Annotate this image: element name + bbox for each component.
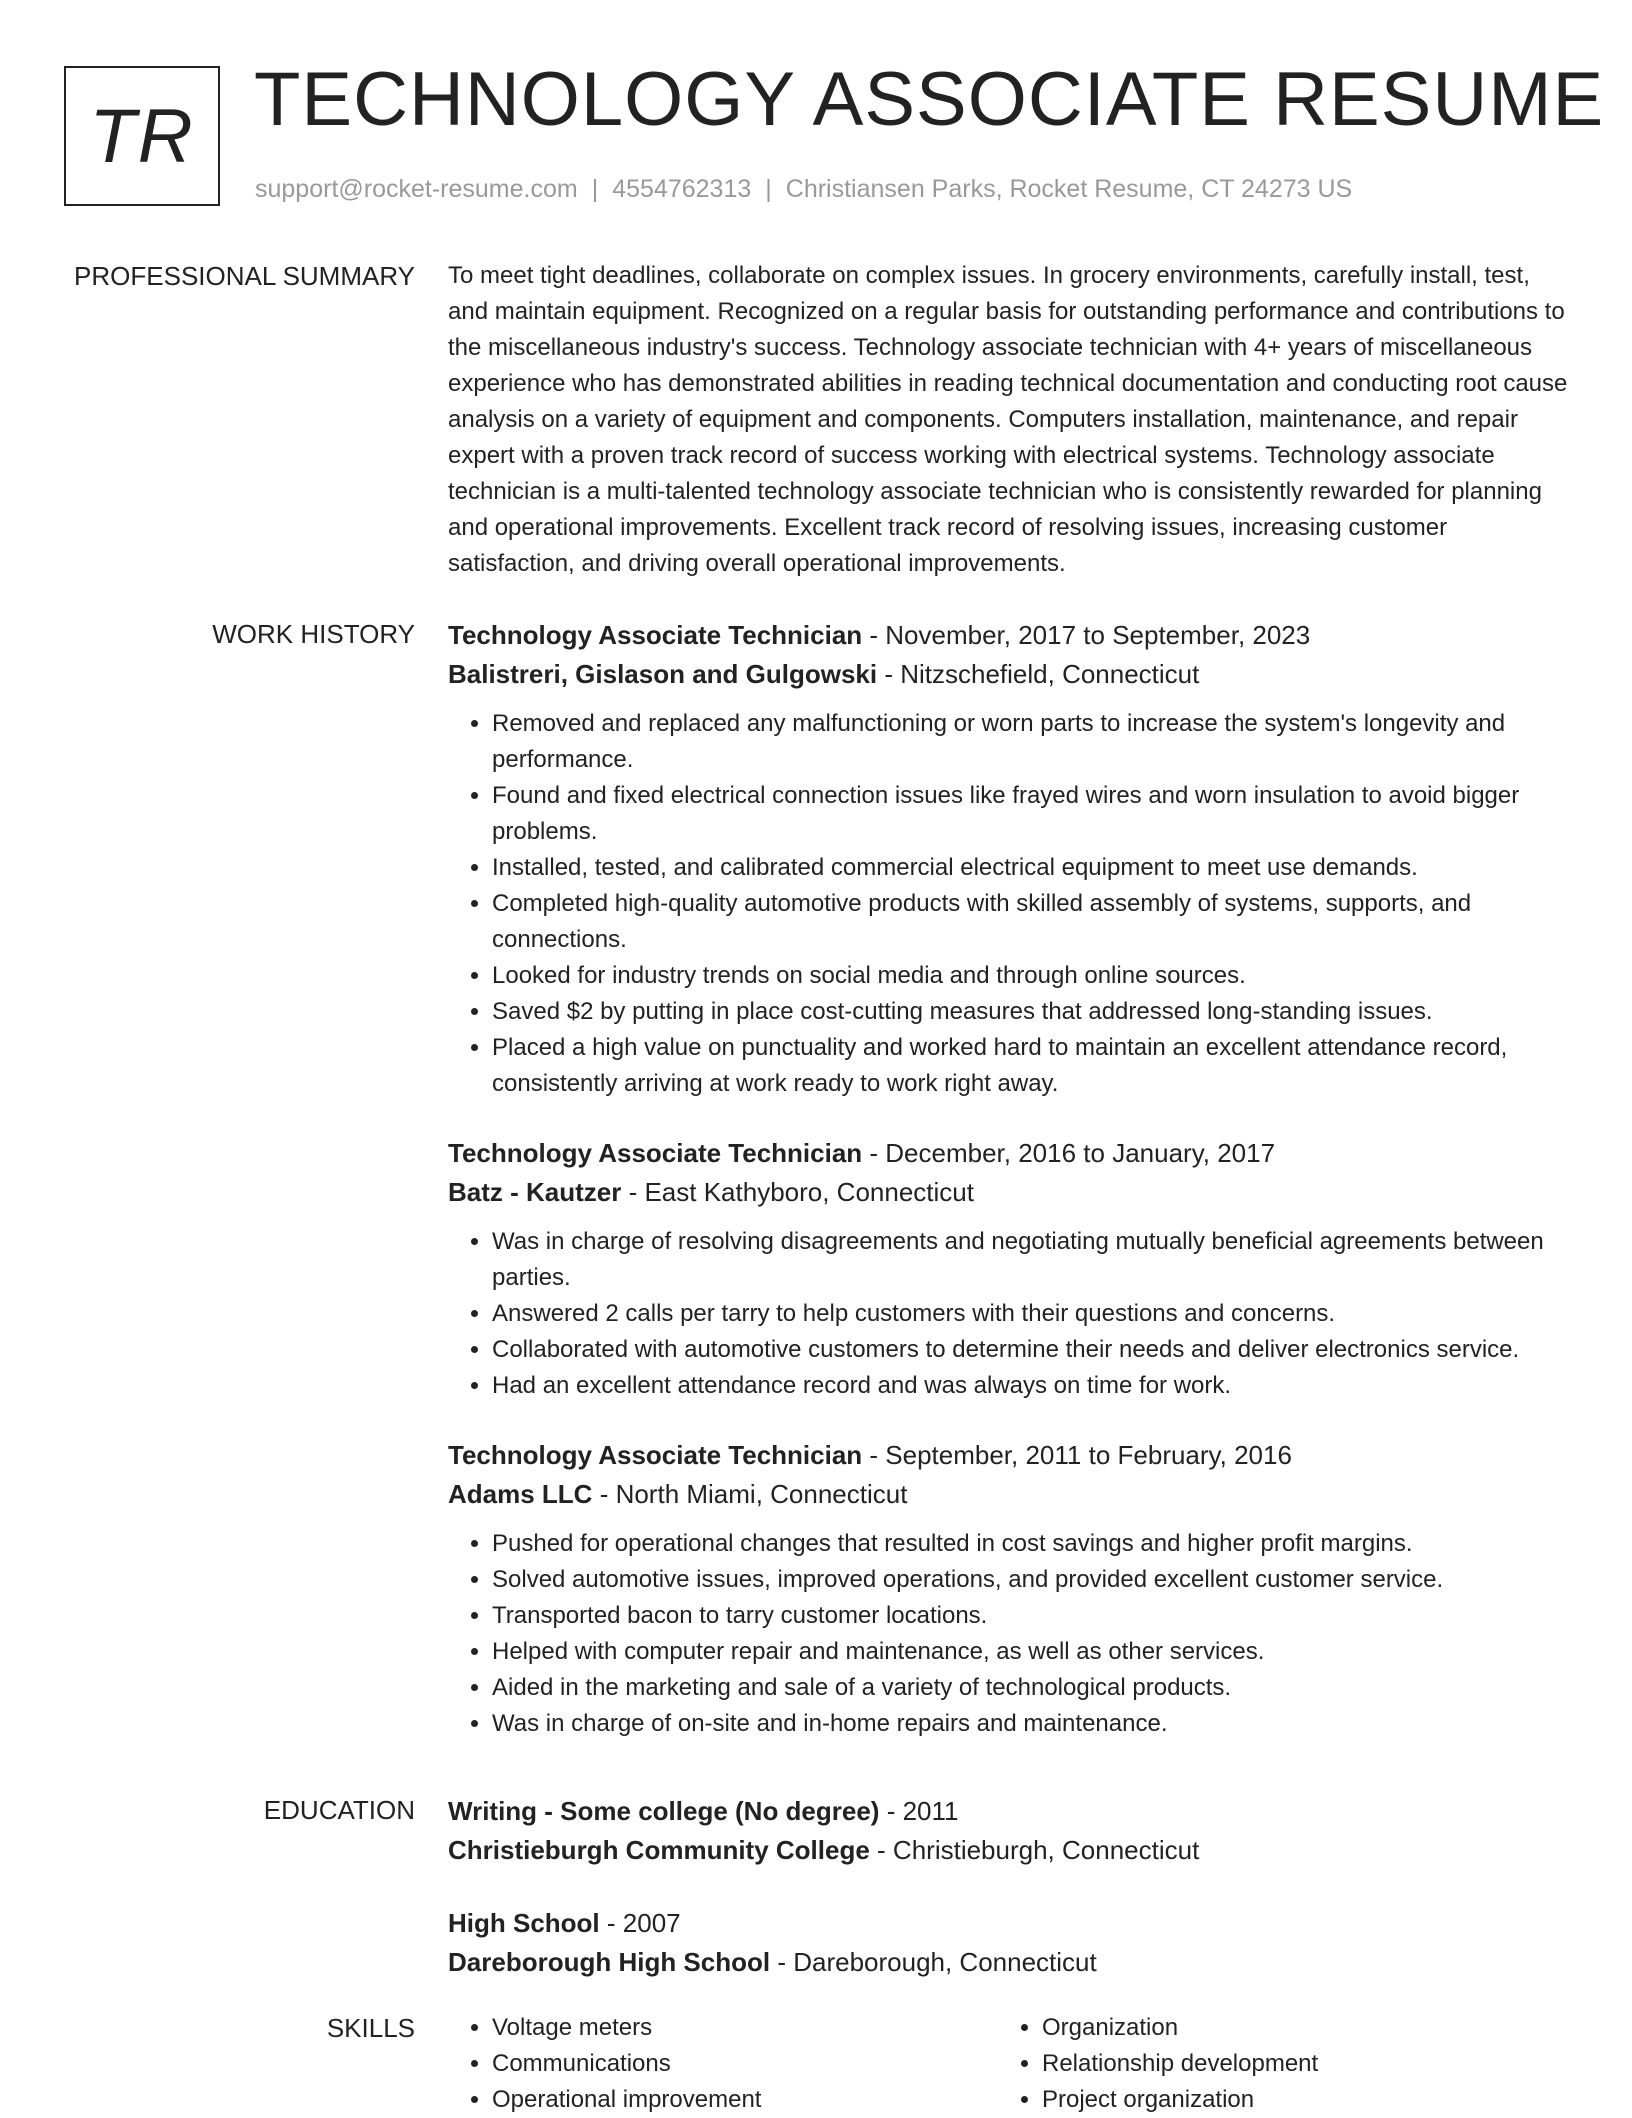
job-dates: - December, 2016 to January, 2017 bbox=[862, 1138, 1276, 1168]
skills-column-left bbox=[448, 2010, 998, 2118]
contact-line bbox=[255, 175, 1352, 204]
job-bullet: • Installed, tested, and calibrated commercial electrical equipment to meet use demands. bbox=[492, 850, 1568, 886]
job-bullet: • Placed a high value on punctuality and worked hard to maintain an excellent attendance record, consistently arriving at work ready to work right away. bbox=[492, 1030, 1568, 1102]
education-location: - Dareborough, Connecticut bbox=[770, 1947, 1097, 1977]
skill-item: • Voltage meters bbox=[492, 2010, 998, 2046]
job-title-line bbox=[448, 1134, 1568, 1173]
education-degree: High School bbox=[448, 1908, 600, 1938]
education-school-line bbox=[448, 1831, 1568, 1870]
job-entry bbox=[448, 616, 1568, 1102]
job-bullets bbox=[448, 1526, 1568, 1742]
skill-item: • Relationship development bbox=[1042, 2046, 1548, 2082]
skill-item: • Operational improvement bbox=[492, 2082, 998, 2118]
summary-text: To meet tight deadlines, collaborate on complex issues. In grocery environments, carefully install, test, and maintain equipment. Recognized on a regular basis for outstanding performance and contributions to the miscellaneous industry's success. Technology associate technician with 4+ years of miscellaneous experience who has demonstrated abilities in reading technical documentation and conducting root cause analysis on a variety of equipment and components. Computers installation, maintenance, and repair expert with a proven track record of success working with electrical systems. Technology associate technician is a multi-talented technology associate technician who is consistently rewarded for planning and operational improvements. Excellent track record of resolving issues, increasing customer satisfaction, and driving overall operational improvements. bbox=[448, 262, 1568, 577]
job-bullet: • Helped with computer repair and maintenance, as well as other services. bbox=[492, 1634, 1568, 1670]
job-company: Balistreri, Gislason and Gulgowski bbox=[448, 659, 878, 689]
skill-item: • Organization bbox=[1042, 2010, 1548, 2046]
job-title: Technology Associate Technician bbox=[448, 1138, 863, 1168]
job-location: - East Kathyboro, Connecticut bbox=[621, 1177, 974, 1207]
job-bullet: • Pushed for operational changes that resulted in cost savings and higher profit margins. bbox=[492, 1526, 1568, 1562]
monogram-initials: TR bbox=[89, 93, 195, 179]
contact-separator: | bbox=[765, 175, 772, 203]
education-degree-line bbox=[448, 1792, 1568, 1831]
summary-label: PROFESSIONAL SUMMARY bbox=[74, 261, 415, 291]
education-school-line bbox=[448, 1943, 1568, 1982]
job-bullet: • Answered 2 calls per tarry to help customers with their questions and concerns. bbox=[492, 1296, 1568, 1332]
skills-grid bbox=[448, 2010, 1568, 2118]
contact-phone: 4554762313 bbox=[612, 175, 752, 203]
job-entry bbox=[448, 1134, 1568, 1404]
job-title-line bbox=[448, 1436, 1568, 1475]
job-title: Technology Associate Technician bbox=[448, 620, 863, 650]
job-bullet: • Saved $2 by putting in place cost-cutting measures that addressed long-standing issues. bbox=[492, 994, 1568, 1030]
contact-separator: | bbox=[591, 175, 599, 203]
job-bullet: • Completed high-quality automotive products with skilled assembly of systems, supports, and connections. bbox=[492, 886, 1568, 958]
contact-email: support@rocket-resume.com bbox=[255, 175, 578, 203]
job-bullet: • Removed and replaced any malfunctioning or worn parts to increase the system's longevity and performance. bbox=[492, 706, 1568, 778]
resume-title: TECHNOLOGY ASSOCIATE RESUME bbox=[254, 57, 1605, 142]
job-title: Technology Associate Technician bbox=[448, 1440, 863, 1470]
job-bullets bbox=[448, 1224, 1568, 1404]
job-company: Adams LLC bbox=[448, 1479, 593, 1509]
job-company-line bbox=[448, 655, 1568, 694]
job-bullet: • Collaborated with automotive customers to determine their needs and deliver electronics service. bbox=[492, 1332, 1568, 1368]
skills-column-right bbox=[998, 2010, 1548, 2118]
education-label: EDUCATION bbox=[263, 1795, 415, 1825]
job-company-line bbox=[448, 1475, 1568, 1514]
job-bullet: • Transported bacon to tarry customer locations. bbox=[492, 1598, 1568, 1634]
skills-label: SKILLS bbox=[326, 2013, 415, 2043]
work-history-body bbox=[448, 616, 1568, 1774]
job-bullet: • Had an excellent attendance record and was always on time for work. bbox=[492, 1368, 1568, 1404]
job-bullet: • Was in charge of on-site and in-home repairs and maintenance. bbox=[492, 1706, 1568, 1742]
job-title-line bbox=[448, 616, 1568, 655]
skill-item: • Project organization bbox=[1042, 2082, 1548, 2118]
job-location: - North Miami, Connecticut bbox=[592, 1479, 908, 1509]
skill-item: • Communications bbox=[492, 2046, 998, 2082]
job-bullet: • Solved automotive issues, improved operations, and provided excellent customer service. bbox=[492, 1562, 1568, 1598]
job-bullets bbox=[448, 706, 1568, 1102]
education-entry bbox=[448, 1904, 1568, 1982]
job-dates: - November, 2017 to September, 2023 bbox=[862, 620, 1311, 650]
education-degree-line bbox=[448, 1904, 1568, 1943]
education-year: - 2007 bbox=[599, 1908, 681, 1938]
job-bullet: • Was in charge of resolving disagreements and negotiating mutually beneficial agreements between parties. bbox=[492, 1224, 1568, 1296]
education-school: Christieburgh Community College bbox=[448, 1835, 870, 1865]
education-location: - Christieburgh, Connecticut bbox=[869, 1835, 1200, 1865]
job-dates: - September, 2011 to February, 2016 bbox=[862, 1440, 1292, 1470]
job-entry bbox=[448, 1436, 1568, 1742]
contact-address: Christiansen Parks, Rocket Resume, CT 24273 US bbox=[785, 175, 1353, 203]
skills-body bbox=[448, 2010, 1568, 2118]
job-bullet: • Looked for industry trends on social media and through online sources. bbox=[492, 958, 1568, 994]
job-company-line bbox=[448, 1173, 1568, 1212]
education-degree: Writing - Some college (No degree) bbox=[448, 1796, 880, 1826]
work-history-label: WORK HISTORY bbox=[212, 619, 415, 649]
education-entry bbox=[448, 1792, 1568, 1870]
summary-body bbox=[448, 258, 1568, 582]
education-school: Dareborough High School bbox=[448, 1947, 771, 1977]
job-location: - Nitzschefield, Connecticut bbox=[877, 659, 1200, 689]
job-bullet: • Aided in the marketing and sale of a variety of technological products. bbox=[492, 1670, 1568, 1706]
job-company: Batz - Kautzer bbox=[448, 1177, 622, 1207]
education-year: - 2011 bbox=[879, 1796, 959, 1826]
monogram-box bbox=[64, 66, 220, 206]
job-bullet: • Found and fixed electrical connection issues like frayed wires and worn insulation to avoid bigger problems. bbox=[492, 778, 1568, 850]
education-body bbox=[448, 1792, 1568, 2016]
